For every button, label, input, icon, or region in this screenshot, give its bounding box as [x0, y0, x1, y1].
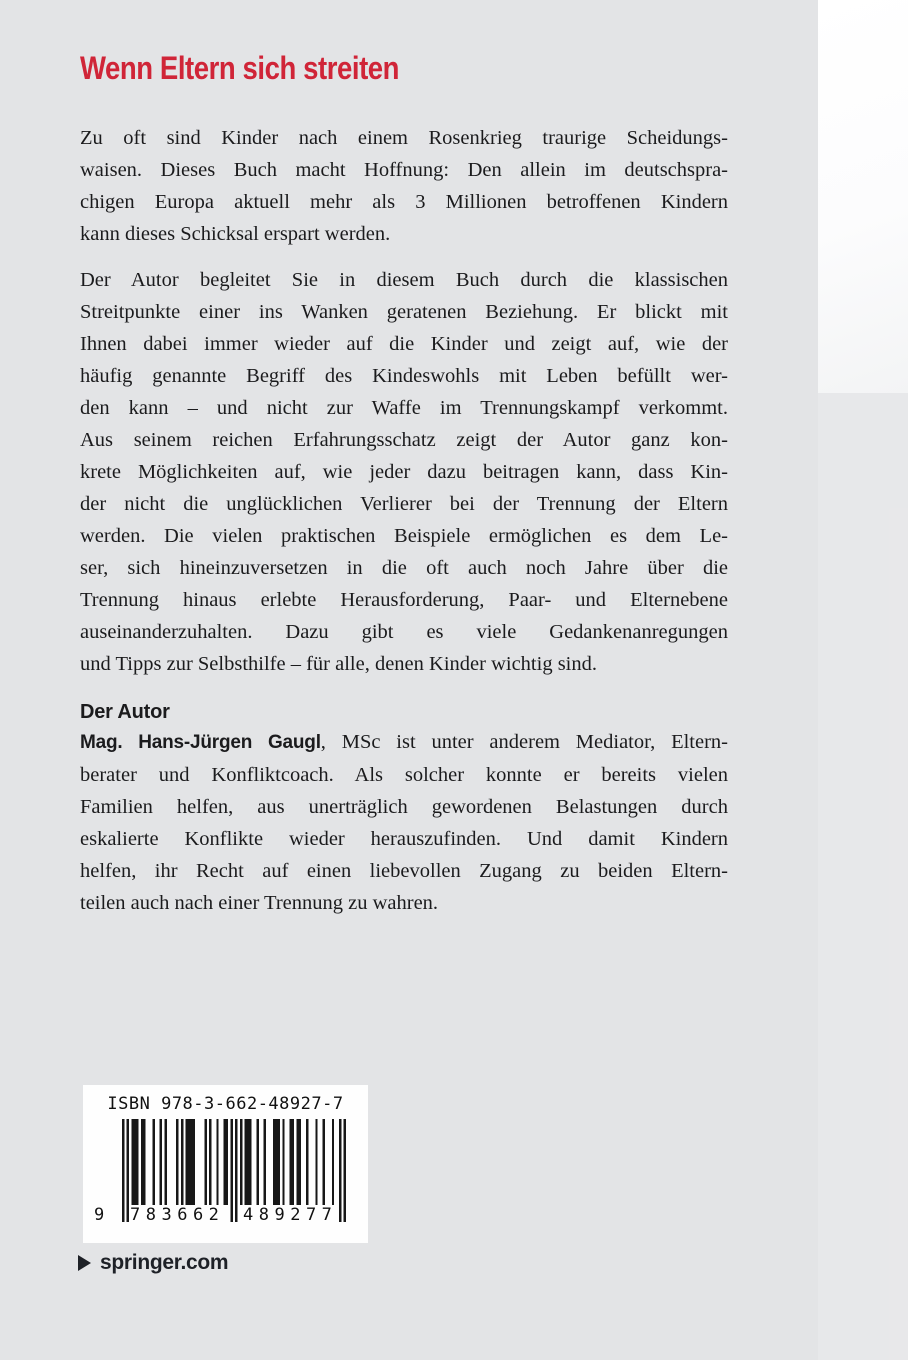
text-line: eskalierte Konflikte wieder herauszufinden. Und damit Kindern: [80, 828, 728, 850]
text-line: Der Autor begleitet Sie in diesem Buch durch die klassischen: [80, 269, 728, 291]
text-line: ser, sich hineinzuversetzen in die oft auch noch Jahre über die: [80, 557, 728, 579]
springer-footer: [78, 1251, 228, 1275]
text-line: Streitpunkte einer ins Wanken geratenen Beziehung. Er blickt mit: [80, 301, 728, 323]
text-line: waisen. Dieses Buch macht Hoffnung: Den allein im deutschspra-: [80, 159, 728, 181]
text-line: und Tipps zur Selbsthilfe – für alle, denen Kinder wichtig sind.: [80, 653, 597, 675]
author-name: Mag. Hans-Jürgen Gaugl: [80, 732, 321, 753]
blurb-paragraph: [80, 264, 728, 680]
text-line: berater und Konfliktcoach. Als solcher konnte er bereits vielen: [80, 764, 728, 786]
isbn-label: ISBN 978-3-662-48927-7: [107, 1094, 344, 1114]
text-line: Familien helfen, aus unerträglich gewordenen Belastungen durch: [80, 796, 728, 818]
isbn-box: [83, 1085, 368, 1243]
author-paragraph: [80, 726, 728, 919]
text-line: der nicht die unglücklichen Verlierer bei der Trennung der Eltern: [80, 493, 728, 515]
barcode-digit-lead: 9: [94, 1205, 105, 1225]
page-edge-highlight: [818, 0, 908, 393]
text-line: Zu oft sind Kinder nach einem Rosenkrieg traurige Scheidungs-: [80, 127, 728, 149]
text-line: teilen auch nach einer Trennung zu wahren.: [80, 892, 439, 914]
text-line: werden. Die vielen praktischen Beispiele ermöglichen es dem Le-: [80, 525, 728, 547]
springer-brand-text: springer.com: [100, 1251, 229, 1274]
text-line: Ihnen dabei immer wieder auf die Kinder und zeigt auf, wie der: [80, 333, 728, 355]
barcode-digits-right: 489277: [243, 1205, 338, 1225]
barcode-digits-left: 783662: [130, 1205, 225, 1225]
text-line: den kann – und nicht zur Waffe im Trennungskampf verkommt.: [80, 397, 728, 419]
page-title: Wenn Eltern sich streiten: [80, 50, 400, 86]
author-name-suffix: , MSc ist unter anderem Mediator, Eltern-: [320, 731, 728, 753]
author-line-first: [80, 726, 728, 759]
arrow-right-icon: [78, 1255, 91, 1271]
intro-paragraph: [80, 122, 728, 250]
text-line: auseinanderzuhalten. Dazu gibt es viele Gedankenanregungen: [80, 621, 728, 643]
text-line: kann dieses Schicksal erspart werden.: [80, 223, 391, 245]
text-line: chigen Europa aktuell mehr als 3 Millionen betroffenen Kindern: [80, 191, 728, 213]
author-heading: Der Autor: [80, 701, 170, 723]
text-line: krete Möglichkeiten auf, wie jeder dazu beitragen kann, dass Kin-: [80, 461, 728, 483]
page-edge-shade: [818, 393, 908, 1360]
text-line: Aus seinem reichen Erfahrungsschatz zeigt der Autor ganz kon-: [80, 429, 728, 451]
text-line: helfen, ihr Recht auf einen liebevollen Zugang zu beiden Eltern-: [80, 860, 728, 882]
text-line: häufig genannte Begriff des Kindeswohls mit Leben befüllt wer-: [80, 365, 728, 387]
author-lines: [80, 759, 728, 919]
text-line: Trennung hinaus erlebte Herausforderung, Paar- und Elternebene: [80, 589, 728, 611]
